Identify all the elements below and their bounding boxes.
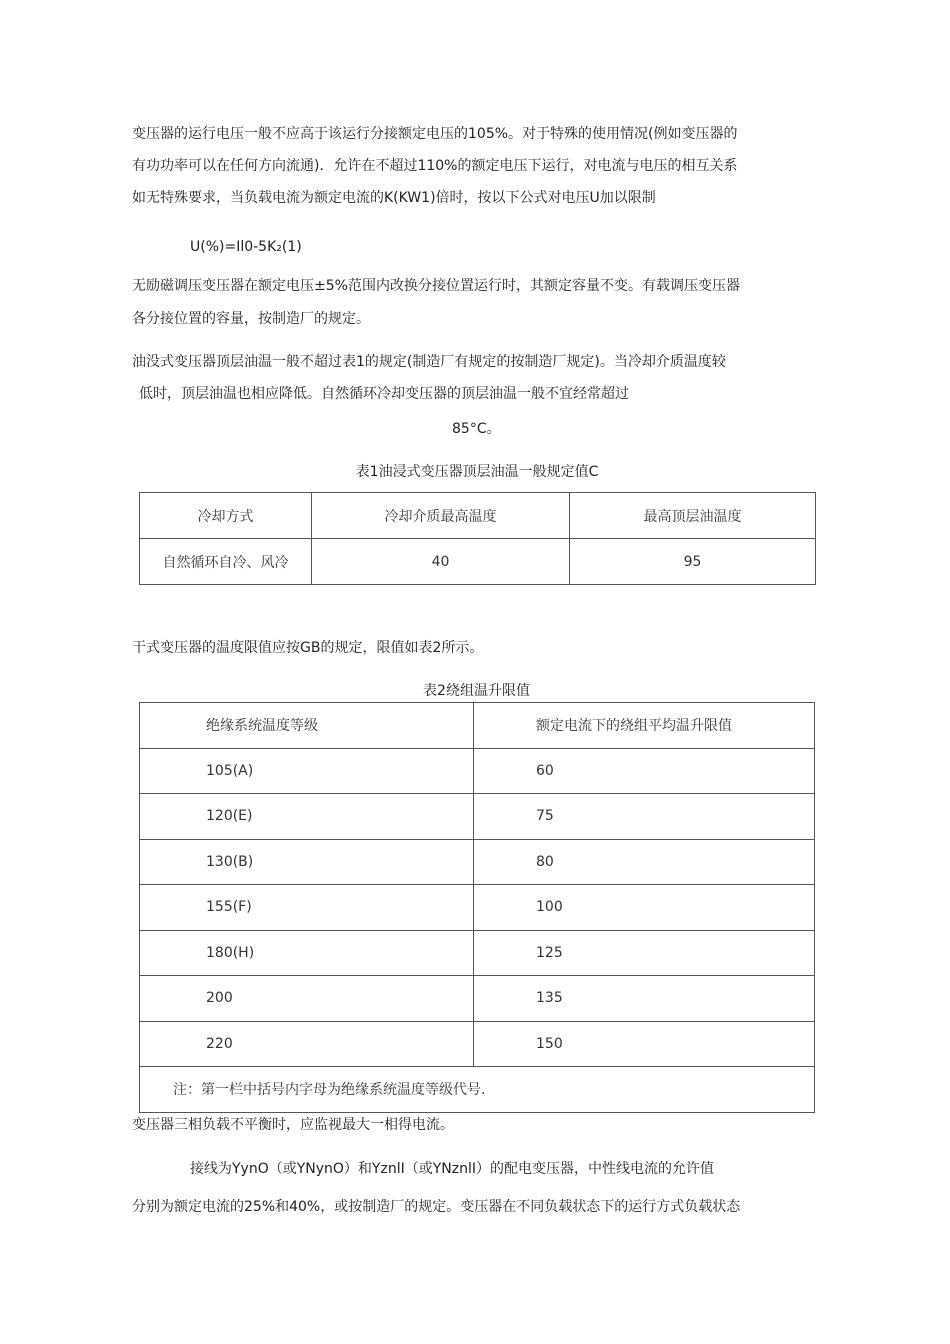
table-header-cell: 额定电流下的绕组平均温升限值 — [474, 703, 815, 749]
paragraph-4: 干式变压器的温度限值应按GB的规定，限值如表2所示。 — [132, 640, 484, 656]
table-cell: 130(B) — [140, 839, 474, 885]
table-1-caption: 表1油浸式变压器顶层油温一般规定值C — [355, 464, 599, 480]
table-cell: 120(E) — [140, 794, 474, 840]
table-cell: 220 — [140, 1021, 474, 1067]
paragraph-1-line-1: 变压器的运行电压一般不应高于该运行分接额定电压的105%。对于特殊的使用情况(例如变压器的 — [132, 126, 738, 142]
paragraph-1-line-3: 如无特殊要求，当负载电流为额定电流的K(KW1)倍时，按以下公式对电压U加以限制 — [132, 190, 656, 206]
table-2-caption: 表2绕组温升限值 — [423, 683, 530, 699]
paragraph-3-line-2: 低时，顶层油温也相应降低。自然循环冷却变压器的顶层油温一般不宜经常超过 — [139, 386, 629, 402]
table-cell: 75 — [474, 794, 815, 840]
table-cell: 180(H) — [140, 930, 474, 976]
table-cell: 自然循环自冷、风冷 — [140, 539, 312, 585]
table-cell: 105(A) — [140, 748, 474, 794]
paragraph-1-line-2: 有功功率可以在任何方向流通)．允许在不超过110%的额定电压下运行，对电流与电压的相互关系 — [132, 158, 738, 174]
table-1 — [139, 492, 816, 585]
paragraph-2-line-1: 无励磁调压变压器在额定电压±5%范围内改换分接位置运行时，其额定容量不变。有载调压变压器 — [132, 278, 740, 294]
formula: U(%)=Il0-5K₂(1) — [190, 239, 302, 255]
table-row — [140, 976, 815, 1022]
table-2 — [139, 702, 815, 1113]
paragraph-3-line-3: 85°C。 — [452, 421, 501, 437]
paragraph-2-line-2: 各分接位置的容量，按制造厂的规定。 — [132, 311, 370, 327]
paragraph-6-line-2: 分别为额定电流的25%和40%，或按制造厂的规定。变压器在不同负载状态下的运行方式负载状态 — [132, 1199, 741, 1215]
table-row — [140, 930, 815, 976]
table-cell: 135 — [474, 976, 815, 1022]
table-cell: 80 — [474, 839, 815, 885]
table-cell: 200 — [140, 976, 474, 1022]
table-row — [140, 748, 815, 794]
paragraph-5: 变压器三相负载不平衡时，应监视最大一相得电流。 — [132, 1117, 454, 1133]
table-cell: 95 — [570, 539, 816, 585]
table-cell: 125 — [474, 930, 815, 976]
table-header-cell: 绝缘系统温度等级 — [140, 703, 474, 749]
paragraph-6-line-1: 接线为YynO（或YNynO）和YznlI（或YNznlI）的配电变压器，中性线电流的允许值 — [190, 1161, 714, 1177]
table-cell: 40 — [312, 539, 570, 585]
table-row — [140, 794, 815, 840]
table-row — [140, 839, 815, 885]
table-cell: 155(F) — [140, 885, 474, 931]
table-cell: 60 — [474, 748, 815, 794]
table-cell: 100 — [474, 885, 815, 931]
table-header-cell: 最高顶层油温度 — [570, 493, 816, 539]
table-row — [140, 703, 815, 749]
table-header-cell: 冷却方式 — [140, 493, 312, 539]
table-row — [140, 493, 816, 539]
table-cell: 150 — [474, 1021, 815, 1067]
table-header-cell: 冷却介质最高温度 — [312, 493, 570, 539]
table-note: 注：第一栏中括号内字母为绝缘系统温度等级代号. — [140, 1067, 815, 1113]
table-row — [140, 539, 816, 585]
table-row — [140, 1021, 815, 1067]
paragraph-3-line-1: 油没式变压器顶层油温一般不超过表1的规定(制造厂有规定的按制造厂规定)。当冷却介质温度较 — [132, 354, 726, 370]
table-row — [140, 885, 815, 931]
table-row — [140, 1067, 815, 1113]
